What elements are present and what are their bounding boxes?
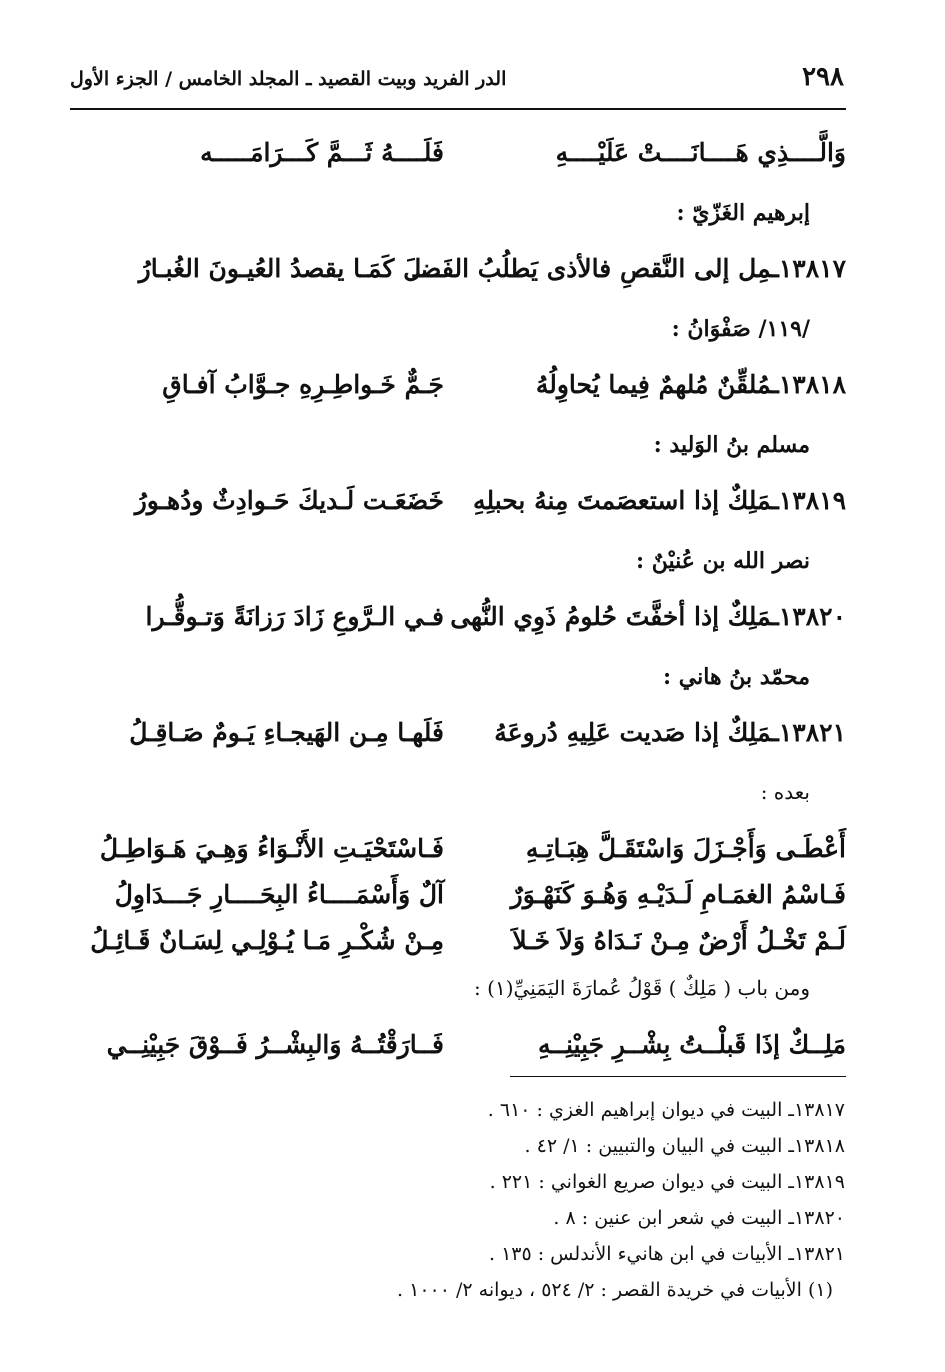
footnote: ١٣٨١٩ـ البيت في ديوان صريع الغواني : ٢٢١ . <box>489 1171 845 1193</box>
footnote: ١٣٨١٨ـ البيت في البيان والتبيين : ١/ ٤٢ . <box>524 1135 845 1157</box>
verse-left-hemistich: فَــارَقْتُــهُ وَالبِشْــرُ فَــوْقَ جَبِيْنِــي <box>106 1030 444 1059</box>
poet-name: نصر الله بن عُنيْنٌ : <box>635 548 810 574</box>
verse-left-hemistich: خَضَعَـت لَـديكَ حَـوادِثٌ ودُهـورُ <box>134 486 444 515</box>
verse-right-hemistich: أَعْطَـى وَأَجْـزَلَ وَاسْتَقَـلَّ هِبَـاتِـهِ <box>525 834 846 863</box>
poet-name: /١١٩/ صَفْوَانُ : <box>671 316 810 342</box>
verse-right-hemistich: ١٣٨١٨ـمُلقِّنٌ مُلهمٌ فِيما يُحاوِلُهُ <box>535 370 846 399</box>
verse-left-hemistich: فَـاسْتَحْيَـتِ الأَنْـوَاءُ وَهِـيَ هَـوَاطِـلُ <box>99 834 444 863</box>
verse-number: ١٣٨١٨ـ <box>771 370 846 399</box>
verse-line <box>70 476 846 534</box>
verse-right-hemistich: مَلِــكٌ إذَا قَبلْــتُ بِشْــرِ جَبِيْنِــهِ <box>537 1030 846 1059</box>
verse-right-hemistich: ١٣٨١٧ـمِل إلى النَّقصِ فالأذى يَطلُبُ الفَضـ <box>412 254 846 283</box>
verse-number: ١٣٨٢٠ـ <box>771 602 846 631</box>
verse-right-hemistich: فَـاسْمُ الغمَـامِ لَـدَيْـهِ وَهُـوَ كَنَهْـوَرٌ <box>510 880 846 909</box>
verse-number: ١٣٨٢١ـ <box>771 718 846 747</box>
running-title: الدر الفريد وبيت القصيد ـ المجلد الخامس / الجزء الأول <box>70 68 507 90</box>
verse-left-hemistich: فـي الـرَّوعِ زَادَ رَزانَةً وَتـوقُّـرا <box>145 602 444 631</box>
verse-line <box>70 592 846 650</box>
verse-left-hemistich: جَـمٌّ خَـواطِـرِهِ جـوَّابُ آفـاقِ <box>162 370 444 399</box>
verse-line <box>70 870 846 916</box>
verse-line <box>70 1020 846 1078</box>
footnote: ١٣٨٢٠ـ البيت في شعر ابن عنين : ٨ . <box>553 1207 845 1229</box>
verse-line <box>70 708 846 766</box>
verse-left-hemistich: فَلَهـا مِـن الهَيجـاءِ يَـومٌ صَـاقِـلُ <box>129 718 444 747</box>
section-note: بعده : <box>760 780 810 804</box>
poet-name: محمّد بنُ هاني : <box>663 664 810 690</box>
verse-number: ١٣٨١٩ـ <box>771 486 846 515</box>
page-number: ٢٩٨ <box>802 62 844 92</box>
section-note: ومن باب ( مَلِكٌ ) قَوْلُ عُمارَةَ اليَمَنِيِّ(١) : <box>474 976 810 1000</box>
poem-body <box>70 128 846 1078</box>
footnote: (١) الأبيات في خريدة القصر : ٢/ ٥٢٤ ، ديوانه ٢/ ١٠٠٠ . <box>397 1279 833 1301</box>
verse-right-hemistich: ١٣٨٢٠ـمَلِكٌ إذا أخفَّتَ حُلومُ ذَوِي النُّهى <box>450 602 846 631</box>
poet-name: مسلم بنُ الوَليد : <box>653 432 810 458</box>
footnote-rule <box>510 1076 846 1077</box>
verse-right-hemistich: ١٣٨٢١ـمَلِكٌ إذا صَديت عَلِيهِ دُروعَهُ <box>494 718 846 747</box>
poet-name: إبرهيم الغَزّيّ : <box>676 200 810 226</box>
verse-line <box>70 128 846 186</box>
page-header <box>70 62 846 102</box>
verse-left-hemistich: ـــلَ كَمَـا يقصدُ العُيـونَ الغُبـارُ <box>138 254 444 283</box>
verse-line <box>70 360 846 418</box>
footnotes <box>85 1092 845 1308</box>
verse-number: ١٣٨١٧ـ <box>771 254 846 283</box>
verse-line <box>70 916 846 962</box>
verse-right-hemistich: ١٣٨١٩ـمَلِكٌ إذا استعصَمتَ مِنهُ بحبلِهِ <box>473 486 846 515</box>
header-rule <box>70 108 846 110</box>
footnote: ١٣٨١٧ـ البيت في ديوان إبراهيم الغزي : ٦١٠ . <box>487 1099 845 1121</box>
verse-left-hemistich: آلٌ وَأَسْمَــــاءُ البِحَــــارِ جَـــدَاوِلُ <box>114 880 444 909</box>
verse-line <box>70 244 846 302</box>
verse-right-hemistich: لَـمْ تَخْـلُ أَرْضٌ مِـنْ نَـدَاهُ وَلاَ خَـلاَ <box>512 926 846 955</box>
verse-left-hemistich: مِـنْ شُكْـرِ مَـا يُـوْلِـي لِسَـانٌ قَـائِـلُ <box>90 926 444 955</box>
footnote: ١٣٨٢١ـ الأبيات في ابن هانيء الأندلس : ١٣٥ . <box>488 1243 845 1265</box>
verse-line <box>70 824 846 870</box>
verse-left-hemistich: فَلَــــهُ ثَـــمَّ كَـــرَامَـــــه <box>200 138 444 167</box>
verse-right-hemistich: وَالَّــــذِي هَــــانَــــتْ عَلَيْــــهِ <box>555 138 846 167</box>
